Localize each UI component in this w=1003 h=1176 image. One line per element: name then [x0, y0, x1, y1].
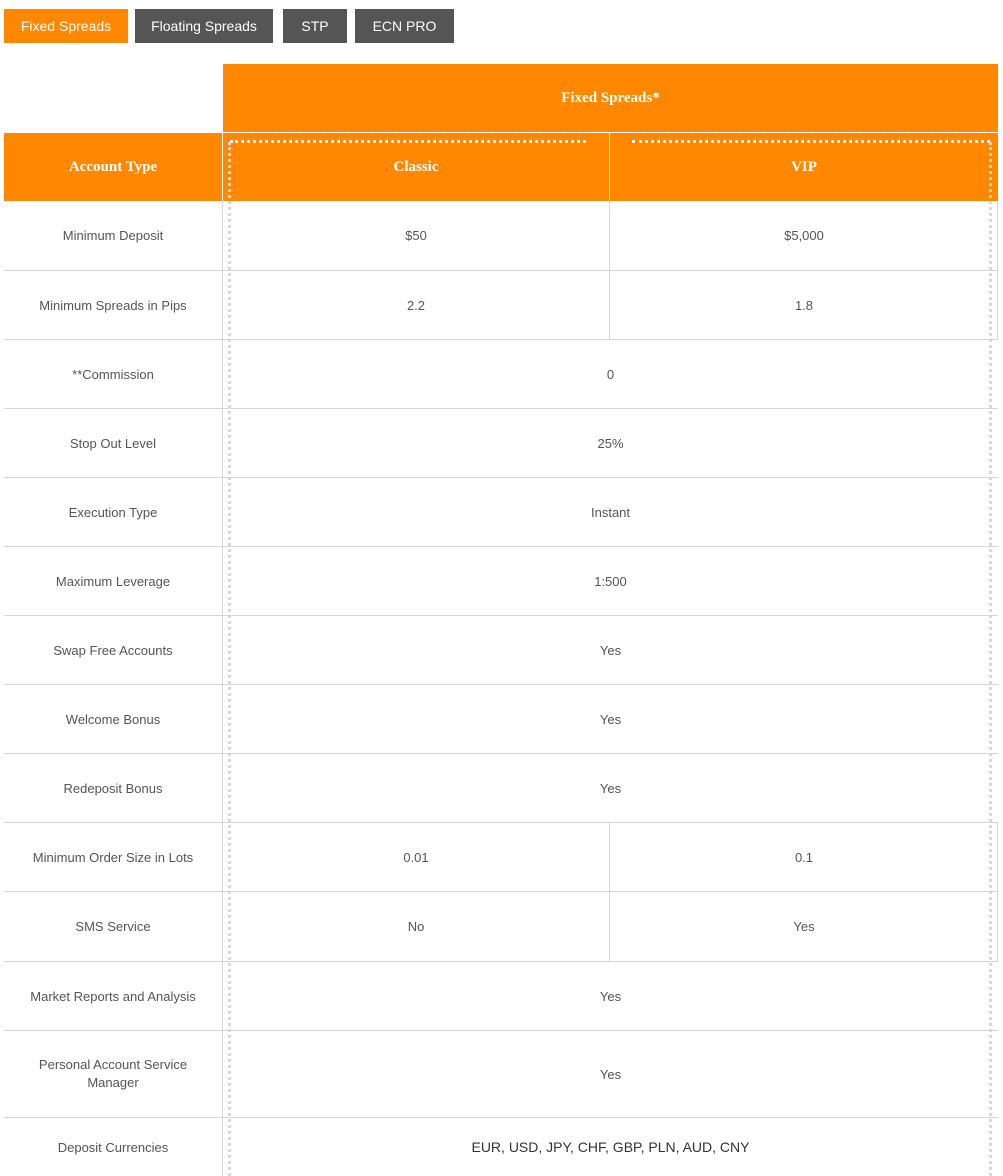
cell-maximum-leverage: 1:500: [594, 573, 627, 589]
tab-ecn-pro[interactable]: ECN PRO: [355, 9, 454, 43]
cell-stop-out-level: 25%: [597, 435, 624, 451]
cell-vip-minimum-spreads: 1.8: [794, 297, 814, 313]
row-label-commission: **Commission: [72, 366, 154, 382]
row-label-redeposit-bonus: Redeposit Bonus: [63, 780, 163, 796]
column-header-vip: VIP: [610, 133, 998, 201]
cell-welcome-bonus: Yes: [599, 711, 622, 727]
row-label-market-reports: Market Reports and Analysis: [30, 988, 196, 1004]
tab-fixed-spreads[interactable]: Fixed Spreads: [4, 9, 128, 43]
tab-stp[interactable]: STP: [283, 9, 347, 43]
row-label-stop-out-level: Stop Out Level: [70, 435, 156, 451]
cell-vip-sms-service: Yes: [793, 919, 815, 934]
row-label-deposit-currencies: Deposit Currencies: [57, 1139, 169, 1155]
row-label-minimum-order-size: Minimum Order Size in Lots: [32, 849, 194, 865]
cell-classic-sms-service: No: [407, 919, 425, 934]
cell-classic-minimum-deposit: $50: [405, 228, 427, 243]
account-comparison-table: [4, 64, 998, 1176]
cell-deposit-currencies: EUR, USD, JPY, CHF, GBP, PLN, AUD, CNY: [471, 1139, 750, 1155]
row-label-minimum-spreads: Minimum Spreads in Pips: [39, 297, 187, 313]
row-label-execution-type: Execution Type: [68, 504, 158, 520]
group-header: Fixed Spreads*: [223, 64, 998, 132]
account-type-header: Account Type: [4, 133, 222, 201]
cell-vip-minimum-order-size: 0.1: [794, 849, 814, 865]
tab-floating-spreads[interactable]: Floating Spreads: [135, 9, 273, 43]
row-label-sms-service: SMS Service: [75, 919, 151, 934]
cell-commission: 0: [606, 366, 615, 382]
row-label-minimum-deposit: Minimum Deposit: [62, 228, 164, 243]
row-label-welcome-bonus: Welcome Bonus: [65, 711, 161, 727]
row-label-personal-account-manager: Personal Account Service Manager: [38, 1057, 188, 1090]
cell-classic-minimum-order-size: 0.01: [403, 849, 429, 865]
row-label-swap-free-accounts: Swap Free Accounts: [53, 642, 173, 658]
cell-redeposit-bonus: Yes: [599, 780, 622, 796]
cell-vip-minimum-deposit: $5,000: [784, 228, 824, 243]
cell-execution-type: Instant: [590, 504, 631, 520]
cell-swap-free-accounts: Yes: [599, 642, 622, 658]
cell-market-reports: Yes: [599, 988, 622, 1004]
cell-classic-minimum-spreads: 2.2: [406, 297, 426, 313]
cell-personal-account-manager: Yes: [599, 1066, 622, 1082]
row-label-maximum-leverage: Maximum Leverage: [55, 573, 171, 589]
column-header-classic: Classic: [223, 133, 609, 201]
